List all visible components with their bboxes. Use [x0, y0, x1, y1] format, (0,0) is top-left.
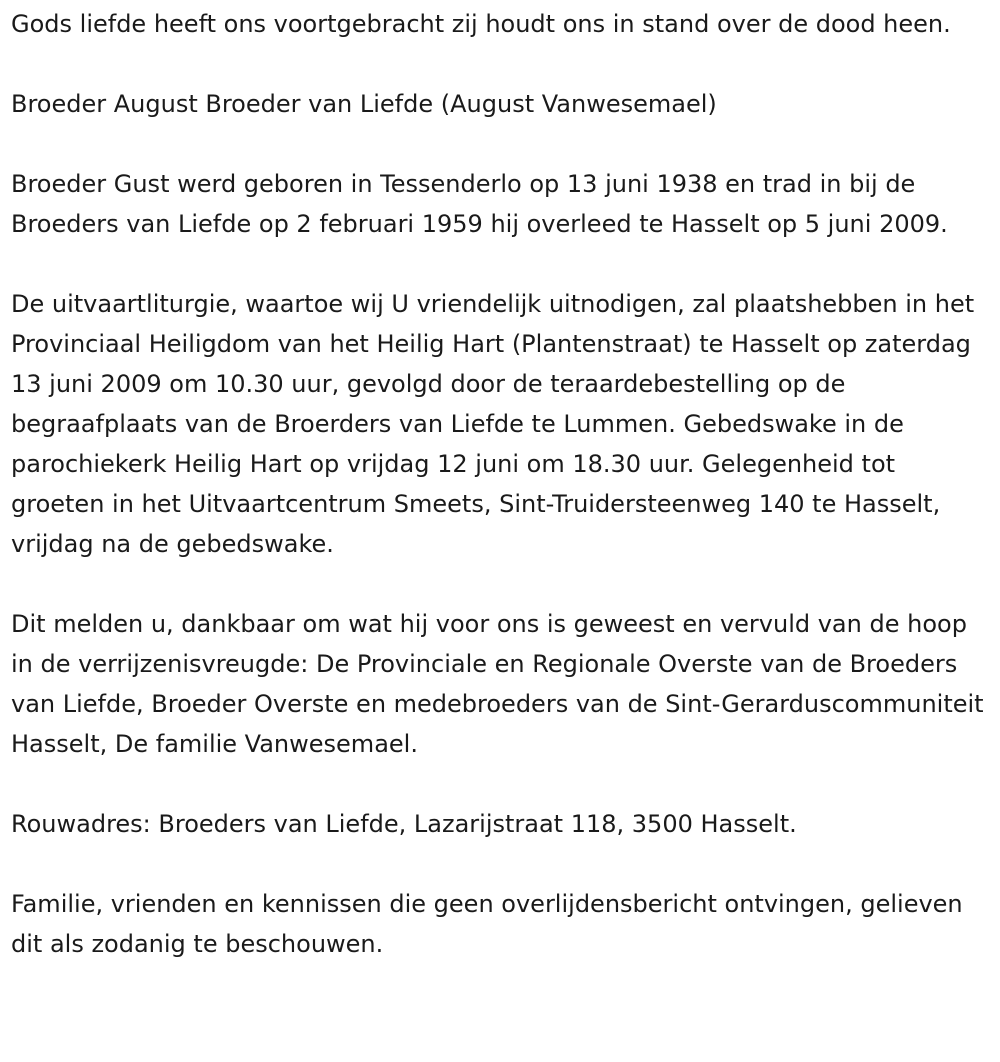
closing-note: Familie, vrienden en kennissen die geen overlijdensbericht ontvingen, gelieven dit als zodanig te beschouwen. — [11, 890, 963, 958]
mourning-address: Rouwadres: Broeders van Liefde, Lazarijstraat 118, 3500 Hasselt. — [11, 810, 797, 838]
biography-paragraph: Broeder Gust werd geboren in Tessenderlo op 13 juni 1938 en trad in bij de Broeders van Liefde op 2 februari 1959 hij overleed te Hasselt op 5 juni 2009. — [11, 170, 948, 238]
funeral-details-paragraph: De uitvaartliturgie, waartoe wij U vriendelijk uitnodigen, zal plaatshebben in het Provinciaal Heiligdom van het Heilig Hart (Plantenstraat) te Hasselt op zaterdag 13 juni 2009 om 10.30 uur, gevolgd door de teraardebestelling op de begraafplaats van de Broerders van Liefde te Lummen. Gebedswake in de parochiekerk Heilig Hart op vrijdag 12 juni om 18.30 uur. Gelegenheid tot groeten in het Uitvaartcentrum Smeets, Sint-Truidersteenweg 140 te Hasselt, vrijdag na de gebedswake. — [11, 290, 975, 558]
opening-quote: Gods liefde heeft ons voortgebracht zij houdt ons in stand over de dood heen. — [11, 10, 951, 38]
deceased-name: Broeder August Broeder van Liefde (August Vanwesemael) — [11, 90, 717, 118]
announcement-paragraph: Dit melden u, dankbaar om wat hij voor ons is geweest en vervuld van de hoop in de verrijzenisvreugde: De Provinciale en Regionale Overste van de Broeders van Liefde, Broeder Overste en medebroeders van de Sint-Gerarduscommuniteit Hasselt, De familie Vanwesemael. — [11, 610, 984, 758]
